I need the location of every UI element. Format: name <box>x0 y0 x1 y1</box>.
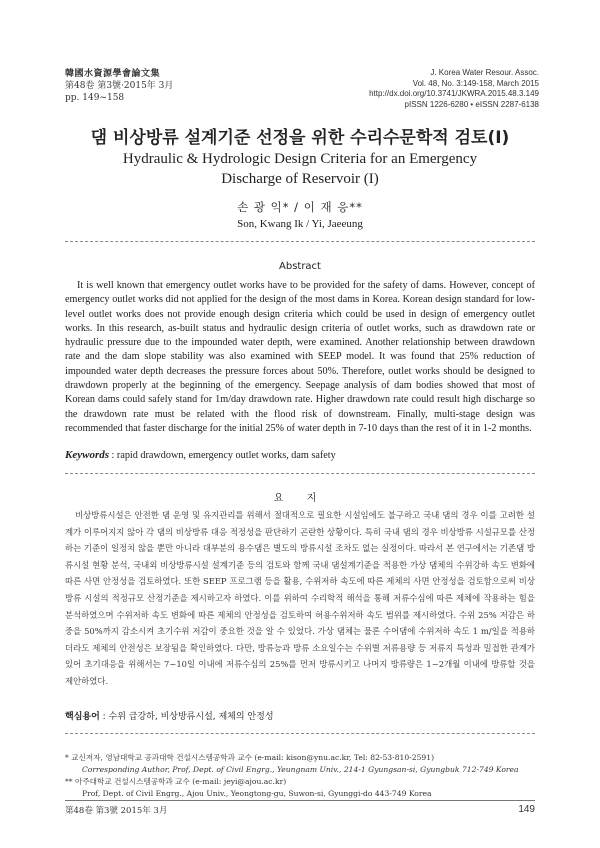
korean-keywords-label: 핵심용어 <box>65 712 100 722</box>
volume-en: Vol. 48, No. 3:149-158, March 2015 <box>412 78 539 88</box>
journal-header-right <box>279 68 539 110</box>
page-range: pp. 149~158 <box>65 93 125 103</box>
author-footnotes <box>65 752 535 800</box>
keywords <box>65 449 535 461</box>
title-english <box>90 150 510 189</box>
korean-keywords <box>65 709 535 722</box>
issn: pISSN 1226-6280 • eISSN 2287-6138 <box>404 99 539 109</box>
divider-top <box>65 241 535 242</box>
keywords-text: : rapid drawdown, emergency outlet works, dam safety <box>111 450 336 461</box>
divider-abstract <box>65 473 535 474</box>
journal-name-en: J. Korea Water Resour. Assoc. <box>430 68 539 77</box>
authors-english: Son, Kwang Ik / Yi, Jaeeung <box>237 218 363 230</box>
korean-abstract-heading: 요 지 <box>273 493 327 504</box>
title-korean: 댐 비상방류 설계기준 선정을 위한 수리수문학적 검토(I) <box>90 128 510 148</box>
doi-link[interactable]: http://dx.doi.org/10.3741/JKWRA.2015.48.3.149 <box>369 89 539 98</box>
authors-korean: 손 광 익* / 이 재 응** <box>237 200 363 214</box>
footnote-coauthor-en: Prof, Dept. of Civil Engrg., Ajou Univ., Yeongtong-gu, Suwon-si, Gyunggi-do 443-749 Korea <box>82 789 432 798</box>
footer-divider <box>65 800 535 801</box>
korean-abstract-text: 비상방류시설은 안전한 댐 운영 및 유지관리를 위해서 절대적으로 필요한 시설임에도 불구하고 국내 댐의 경우 이를 고려한 설계가 이루어지지 않아 각 댐의 비상방류 대응 적정성을 판단하기 곤란한 상황이다. 특히 국내 댐의 경우 비상방류 시설규모를 산정하는 기준이 일정치 않을 뿐만 아니라 대부분의 용수댐은 별도의 방류시설 조차도 없는 실정이다. 따라서 본 연구에서는 기존댐 방류시설 현황 분석, 국내외 비상방류시설 설계기준 등의 검토와 함께 국내 댐설계기준을 적용한 가상 댐체의 수위강하 속도 변화에 따른 사면 안정성을 검토하였다. 또한 SEEP 프로그램 등을 활용, 수위저하 속도에 따른 제체의 사면 안정성을 검토함으로써 비상방류 시설의 적정규모 산정기준을 제시하고자 하였다. 이를 위하여 수리학적 해석을 통해 저류수심에 따른 제체에 작용하는 힘을 분석하였으며 수위저하 속도 변화에 따른 제체의 안정성을 검토하여 허용수위저하 속도 범위를 제시하였다. 수위 25% 저감은 하중을 50%까지 감소시켜 초기수위 저감이 중요한 것을 알 수 있었다. 가상 댐체는 물론 수어댐에 수위저하 속도 1 m/일을 적용하더라도 제체의 안전성은 보장됨을 확인하였다. 다만, 방류능과 방류 소요일수는 수위별 저류용량 등 저류지 특성과 밀접한 관계가 있어 초기대응을 위해서는 7~10일 이내에 저류수심의 25%를 먼저 방류시키고 나머지 방류량은 1~2개월 이내에 방류할 것을 제안하였다. <box>65 510 535 686</box>
keywords-label: Keywords <box>65 449 109 461</box>
title-english-line1: Hydraulic & Hydrologic Design Criteria for an Emergency <box>122 151 478 167</box>
footer-volume: 第48卷 第3號 2015年 3月 <box>65 806 168 816</box>
journal-name-ko: 韓國水資源學會論文集 <box>65 69 161 79</box>
abstract-heading: Abstract <box>279 261 321 272</box>
abstract-text: It is well known that emergency outlet works have to be provided for the safety of dams. However, concept of emergency outlet works did not applied for the design of the most dams in Korea. Korean design standard for low-level outlet works does not provide enough design criteria which could be used in design of emergency outlet works. In this research, as-built status and hydraulic design criteria of outlet works, such as drawdown rate or hydraulic pressure due to the impounded water depth, were examined. Another relationship between drawdown rate and the dam slope stability was also examined with SEEP model. It was found that 25% reduction of impounded water depth decreases the pressure forces about 50%. Therefore, outlet works should be designed to drawdown properly at the beginning of the emergency. Seepage analysis of dam bodies showed that most of Korean dams could safely stand for 1m/day drawdown rate. Higher drawdown rate could result high discharge so the drawdown rate must be related with the flood risk of downstream. Finally, multi-stage design was recommended that faster discharge for the initial 25% of water depth in 7-10 days than the rest of it in 1-2 months. <box>65 280 535 434</box>
volume-ko: 第48卷 第3號·2015年 3月 <box>65 81 174 91</box>
footnote-corresponding: * 교신저자, 영남대학교 공과대학 건설시스템공학과 교수 (e-mail: kison@ynu.ac.kr, Tel: 82-53-810-2591) <box>65 753 435 762</box>
title-english-line2: Discharge of Reservoir (I) <box>221 170 379 187</box>
page-number: 149 <box>518 804 535 815</box>
divider-korean-abstract <box>65 733 535 734</box>
footnote-corresponding-en: Corresponding Author, Prof, Dept. of Civil Engrg., Yeungnam Univ., 214-1 Gyungsan-si, Gyungbuk 712-749 Korea <box>82 765 519 774</box>
journal-header-left <box>65 68 265 104</box>
footnote-coauthor: ** 아주대학교 건설시스템공학과 교수 (e-mail: jeyi@ajou.ac.kr) <box>65 777 287 786</box>
korean-keywords-text: : 수위 급강하, 비상방류시설, 제체의 안정성 <box>102 712 274 722</box>
